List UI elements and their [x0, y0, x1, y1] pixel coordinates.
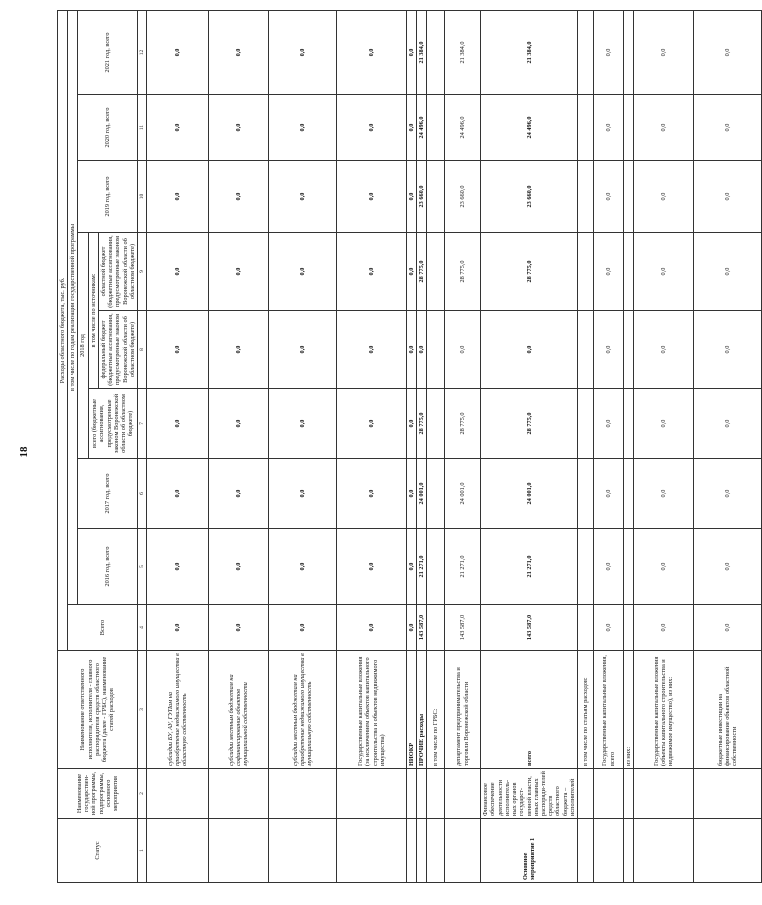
value-cell: 28 775,0 — [445, 233, 481, 311]
value-cell: 24 496,0 — [445, 95, 481, 161]
program-cell — [594, 769, 624, 819]
value-cell: 24 001,0 — [417, 459, 427, 529]
header-2016: 2016 год, всего — [78, 529, 138, 605]
value-cell: 24 001,0 — [445, 459, 481, 529]
table-row — [147, 10, 209, 882]
value-cell — [427, 10, 445, 94]
column-index: 9 — [138, 233, 147, 311]
table-row — [337, 10, 407, 882]
header-federal-budget: федеральный бюджет (бюджетные ассигнования, предусмотренные законом Воронежской области об областном бюджете) — [98, 311, 137, 389]
executor-cell: из них: — [624, 651, 634, 769]
status-cell — [634, 819, 694, 883]
value-cell — [624, 311, 634, 389]
value-cell: 0,0 — [147, 95, 209, 161]
header-2019: 2019 год, всего — [78, 161, 138, 233]
program-cell — [417, 769, 427, 819]
header-2021: 2021 год, всего — [78, 10, 138, 94]
value-cell: 0,0 — [407, 311, 417, 389]
status-cell — [624, 819, 634, 883]
value-cell: 0,0 — [209, 233, 269, 311]
value-cell: 21 271,0 — [417, 529, 427, 605]
value-cell — [427, 529, 445, 605]
value-cell — [624, 459, 634, 529]
executor-cell: в том числе по статьям расходов: — [578, 651, 594, 769]
executor-cell: Государственные капитальные вложения (объекты капитального строительства и недвижимое имущество), из них: — [634, 651, 694, 769]
column-index: 7 — [138, 389, 147, 459]
value-cell: 0,0 — [147, 459, 209, 529]
value-cell — [427, 389, 445, 459]
value-cell: 0,0 — [209, 459, 269, 529]
value-cell: 0,0 — [407, 95, 417, 161]
status-cell — [578, 819, 594, 883]
value-cell: 0,0 — [209, 311, 269, 389]
value-cell: 0,0 — [337, 10, 407, 94]
value-cell: 0,0 — [337, 311, 407, 389]
executor-cell: Государственные капитальные вложения, всего — [594, 651, 624, 769]
value-cell: 0,0 — [407, 10, 417, 94]
program-cell — [337, 769, 407, 819]
value-cell — [578, 605, 594, 651]
value-cell: 0,0 — [269, 10, 337, 94]
executor-cell: в том числе по ГРБС: — [427, 651, 445, 769]
value-cell: 0,0 — [337, 389, 407, 459]
value-cell: 0,0 — [407, 161, 417, 233]
value-cell — [624, 161, 634, 233]
column-index: 2 — [138, 769, 147, 819]
column-index: 3 — [138, 651, 147, 769]
value-cell — [578, 311, 594, 389]
table-row — [481, 10, 578, 882]
table-row — [417, 10, 427, 882]
value-cell: 0,0 — [634, 311, 694, 389]
header-2018: 2018 год — [78, 233, 88, 459]
header-2020: 2020 год, всего — [78, 95, 138, 161]
program-cell — [445, 769, 481, 819]
value-cell: 0,0 — [407, 459, 417, 529]
table-row — [209, 10, 269, 882]
value-cell: 0,0 — [209, 529, 269, 605]
value-cell: 0,0 — [147, 161, 209, 233]
header-regional-budget: областной бюджет (бюджетные ассигнования, предусмотренные законом Воронежской области об областном бюджете) — [98, 233, 137, 311]
value-cell: 0,0 — [445, 311, 481, 389]
value-cell: 0,0 — [147, 311, 209, 389]
value-cell: 21 271,0 — [481, 529, 578, 605]
value-cell — [427, 95, 445, 161]
value-cell — [578, 161, 594, 233]
value-cell — [578, 529, 594, 605]
value-cell: 0,0 — [147, 10, 209, 94]
program-cell — [694, 769, 762, 819]
table-row — [624, 10, 634, 882]
column-index: 4 — [138, 605, 147, 651]
table-body — [147, 10, 762, 882]
status-cell — [694, 819, 762, 883]
value-cell: 0,0 — [147, 389, 209, 459]
program-cell — [147, 769, 209, 819]
value-cell: 0,0 — [209, 605, 269, 651]
value-cell: 0,0 — [594, 161, 624, 233]
status-cell — [594, 819, 624, 883]
executor-cell: ПРОЧИЕ расходы — [417, 651, 427, 769]
value-cell: 143 587,0 — [445, 605, 481, 651]
value-cell — [624, 233, 634, 311]
value-cell: 0,0 — [209, 95, 269, 161]
value-cell: 0,0 — [594, 311, 624, 389]
value-cell: 0,0 — [634, 459, 694, 529]
value-cell: 28 775,0 — [445, 389, 481, 459]
table-row — [407, 10, 417, 882]
value-cell: 0,0 — [634, 233, 694, 311]
value-cell: 0,0 — [209, 389, 269, 459]
program-cell — [624, 769, 634, 819]
value-cell — [427, 233, 445, 311]
value-cell: 28 775,0 — [417, 389, 427, 459]
header-2018-total: всего (бюджетные ассигнования, предусмотренные законом Воронежской области об областном бюджете) — [88, 389, 137, 459]
table-row — [445, 10, 481, 882]
program-cell — [269, 769, 337, 819]
status-cell — [445, 819, 481, 883]
value-cell: 0,0 — [594, 459, 624, 529]
value-cell: 0,0 — [694, 529, 762, 605]
value-cell: 0,0 — [634, 605, 694, 651]
program-cell — [407, 769, 417, 819]
header-program-name: Наименование государствен-ной программы, подпрограммы, основного мероприятия — [58, 769, 138, 819]
value-cell: 0,0 — [417, 311, 427, 389]
value-cell — [624, 605, 634, 651]
value-cell: 0,0 — [694, 459, 762, 529]
header-executor: Наименование ответственного исполнителя, исполнителя - главного распорядителя средств областного бюджета (далее - ГРБС), наименование статей расходов — [58, 651, 138, 769]
value-cell: 0,0 — [634, 389, 694, 459]
executor-cell: всего — [481, 651, 578, 769]
value-cell: 28 775,0 — [481, 233, 578, 311]
value-cell — [427, 161, 445, 233]
value-cell: 0,0 — [634, 95, 694, 161]
value-cell: 28 775,0 — [481, 389, 578, 459]
value-cell — [624, 10, 634, 94]
status-cell — [147, 819, 209, 883]
value-cell: 21 384,0 — [445, 10, 481, 94]
value-cell — [624, 529, 634, 605]
column-index: 12 — [138, 10, 147, 94]
value-cell: 28 775,0 — [417, 233, 427, 311]
value-cell: 0,0 — [694, 605, 762, 651]
value-cell: 21 384,0 — [417, 10, 427, 94]
status-cell — [337, 819, 407, 883]
value-cell — [578, 389, 594, 459]
value-cell: 0,0 — [269, 95, 337, 161]
table-row — [594, 10, 624, 882]
value-cell: 0,0 — [594, 95, 624, 161]
program-cell — [427, 769, 445, 819]
value-cell: 24 496,0 — [481, 95, 578, 161]
value-cell: 0,0 — [337, 233, 407, 311]
value-cell — [578, 10, 594, 94]
value-cell — [578, 95, 594, 161]
value-cell: 23 660,0 — [417, 161, 427, 233]
value-cell: 0,0 — [407, 389, 417, 459]
value-cell: 0,0 — [337, 605, 407, 651]
value-cell: 0,0 — [147, 529, 209, 605]
value-cell: 0,0 — [407, 605, 417, 651]
value-cell — [427, 605, 445, 651]
column-index: 8 — [138, 311, 147, 389]
value-cell: 0,0 — [594, 605, 624, 651]
status-cell: Основное мероприятие 1 — [481, 819, 578, 883]
value-cell: 0,0 — [634, 161, 694, 233]
column-index: 6 — [138, 459, 147, 529]
program-cell — [578, 769, 594, 819]
status-cell — [407, 819, 417, 883]
executor-cell: бюджетные инвестиции на финансирование объектов областной собственности — [694, 651, 762, 769]
status-cell — [427, 819, 445, 883]
column-index: 1 — [138, 819, 147, 883]
executor-cell: департамент предпринимательства и торговли Воронежской области — [445, 651, 481, 769]
executor-cell: НИОКР — [407, 651, 417, 769]
header-by-years: в том числе по годам реализации государственной программы — [68, 10, 78, 604]
value-cell: 143 587,0 — [417, 605, 427, 651]
column-index: 11 — [138, 95, 147, 161]
table-row — [694, 10, 762, 882]
value-cell — [427, 311, 445, 389]
executor-cell: Государственные капитальные вложения (за исключением объектов капитального строительства и объектов недвижимого имущества) — [337, 651, 407, 769]
value-cell: 0,0 — [269, 459, 337, 529]
header-by-sources: в том числе по источникам: — [88, 233, 98, 389]
program-cell — [209, 769, 269, 819]
value-cell: 0,0 — [147, 605, 209, 651]
value-cell: 0,0 — [594, 233, 624, 311]
value-cell: 0,0 — [269, 161, 337, 233]
table-row — [578, 10, 594, 882]
budget-table — [57, 10, 762, 883]
value-cell: 0,0 — [594, 389, 624, 459]
header-total: Всего — [68, 605, 138, 651]
program-cell — [634, 769, 694, 819]
value-cell: 0,0 — [594, 529, 624, 605]
value-cell — [624, 389, 634, 459]
value-cell: 24 001,0 — [481, 459, 578, 529]
column-index: 10 — [138, 161, 147, 233]
value-cell — [578, 459, 594, 529]
header-status: Статус — [58, 819, 138, 883]
value-cell: 21 271,0 — [445, 529, 481, 605]
value-cell: 0,0 — [634, 529, 694, 605]
value-cell: 0,0 — [337, 529, 407, 605]
value-cell: 0,0 — [407, 529, 417, 605]
value-cell: 0,0 — [269, 529, 337, 605]
status-cell — [417, 819, 427, 883]
value-cell: 0,0 — [407, 233, 417, 311]
value-cell: 23 660,0 — [481, 161, 578, 233]
value-cell: 0,0 — [694, 161, 762, 233]
value-cell: 0,0 — [481, 311, 578, 389]
status-cell — [269, 819, 337, 883]
value-cell — [624, 95, 634, 161]
value-cell: 0,0 — [594, 10, 624, 94]
value-cell: 24 496,0 — [417, 95, 427, 161]
value-cell: 0,0 — [337, 95, 407, 161]
value-cell: 0,0 — [634, 10, 694, 94]
table-row — [634, 10, 694, 882]
value-cell: 0,0 — [694, 10, 762, 94]
header-expenses: Расходы областного бюджета, тыс. руб. — [58, 10, 68, 650]
value-cell: 0,0 — [694, 311, 762, 389]
executor-cell: субсидии местным бюджетам на приобретение недвижимого имущества в муниципальную собственность — [269, 651, 337, 769]
value-cell: 143 587,0 — [481, 605, 578, 651]
column-index: 5 — [138, 529, 147, 605]
value-cell: 0,0 — [147, 233, 209, 311]
value-cell — [578, 233, 594, 311]
page-number: 18 — [18, 446, 30, 458]
value-cell: 0,0 — [269, 605, 337, 651]
value-cell: 21 384,0 — [481, 10, 578, 94]
header-2017: 2017 год, всего — [78, 459, 138, 529]
status-cell — [209, 819, 269, 883]
value-cell: 0,0 — [209, 10, 269, 94]
value-cell — [427, 459, 445, 529]
executor-cell: субсидии местным бюджетам на софинансирование объектов муниципальной собственности — [209, 651, 269, 769]
value-cell: 0,0 — [269, 311, 337, 389]
value-cell: 0,0 — [694, 389, 762, 459]
value-cell: 0,0 — [337, 161, 407, 233]
value-cell: 0,0 — [269, 233, 337, 311]
value-cell: 0,0 — [209, 161, 269, 233]
value-cell: 23 660,0 — [445, 161, 481, 233]
table-row — [269, 10, 337, 882]
executor-cell: субсидии БУ, АУ, ГУПам на приобретение недвижимого имущества в областную собственность — [147, 651, 209, 769]
value-cell: 0,0 — [694, 233, 762, 311]
value-cell: 0,0 — [694, 95, 762, 161]
table-row — [427, 10, 445, 882]
program-cell: Финансовое обеспечение деятельности исполнитель-ных органов государст-венной власти, иных главных распоряди-телей средств областного бюджета – исполнителей — [481, 769, 578, 819]
value-cell: 0,0 — [337, 459, 407, 529]
value-cell: 0,0 — [269, 389, 337, 459]
